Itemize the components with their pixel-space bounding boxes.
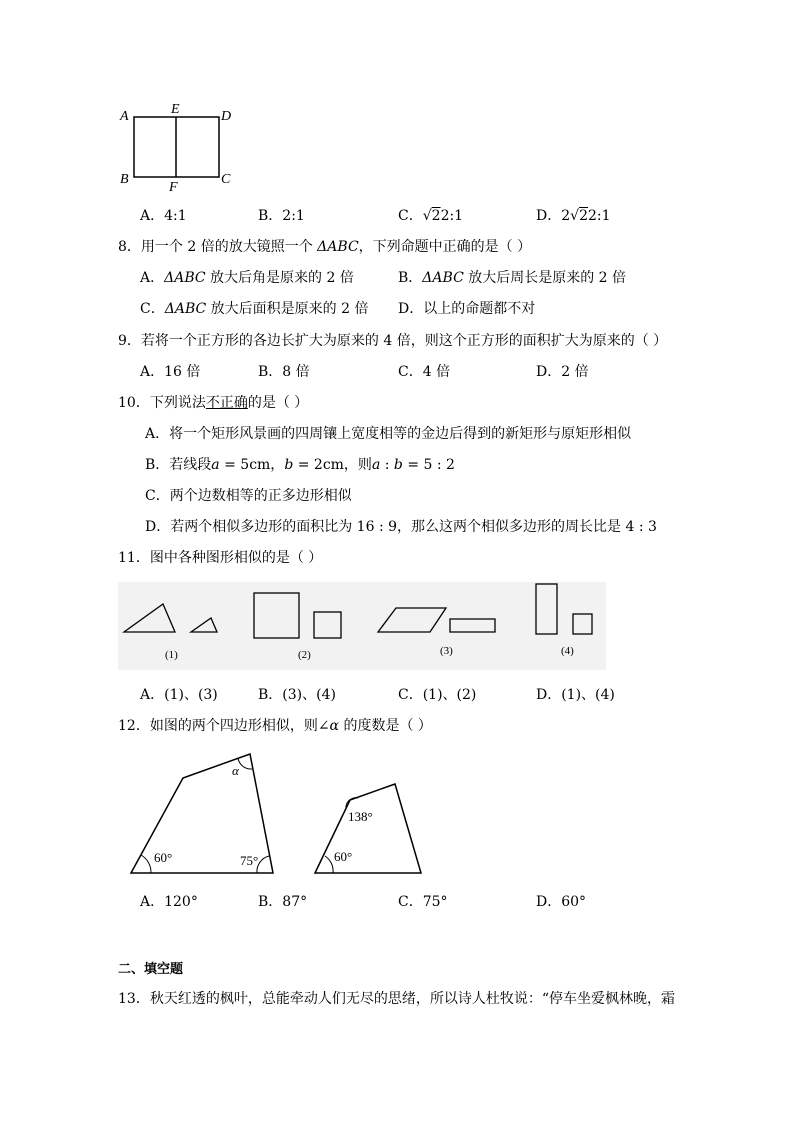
q12-option-a: A．120° bbox=[140, 894, 198, 910]
q7-option-c-prefix: C． bbox=[398, 208, 423, 224]
shape-3-parallelogram bbox=[378, 608, 446, 632]
q11-stem: 11．图中各种图形相似的是（ ） bbox=[118, 550, 323, 566]
q9-option-d: D．2 倍 bbox=[536, 364, 589, 380]
shape-1-large-triangle bbox=[124, 604, 175, 632]
label-C: C bbox=[221, 172, 231, 187]
q8-option-b: B．ΔABC 放大后周长是原来的 2 倍 bbox=[398, 270, 627, 286]
q8-option-d: D．以上的命题都不对 bbox=[398, 301, 536, 317]
shape-label-1: (1) bbox=[165, 649, 178, 661]
q10-option-a: A．将一个矩形风景画的四周镶上宽度相等的金边后得到的新矩形与原矩形相似 bbox=[145, 426, 632, 442]
label-75: 75° bbox=[240, 853, 259, 868]
q9-option-a: A．16 倍 bbox=[140, 364, 201, 380]
q8-option-a: A．ΔABC 放大后角是原来的 2 倍 bbox=[140, 270, 354, 286]
shape-label-4: (4) bbox=[561, 645, 574, 657]
q10-option-b: B．若线段a = 5cm，b = 2cm，则a : b = 5 : 2 bbox=[145, 457, 455, 473]
sqrt-icon: √ bbox=[570, 208, 580, 224]
label-E: E bbox=[171, 102, 180, 117]
label-60-left: 60° bbox=[154, 850, 173, 865]
q12-option-b: B．87° bbox=[258, 894, 308, 910]
q7-option-c-radicand: 2 bbox=[431, 208, 441, 224]
q11-option-a: A．(1)、(3) bbox=[140, 687, 218, 703]
q9-option-c: C．4 倍 bbox=[398, 364, 451, 380]
shape-2-small-square bbox=[314, 612, 341, 638]
label-F: F bbox=[169, 180, 178, 194]
q7-option-d-radicand: 2 bbox=[579, 208, 588, 224]
q7-option-d-prefix: D．2 bbox=[536, 208, 571, 224]
q10-option-c: C．两个边数相等的正多边形相似 bbox=[145, 488, 352, 504]
quadrilateral-small bbox=[315, 784, 421, 873]
label-B: B bbox=[120, 172, 129, 187]
label-alpha: α bbox=[232, 763, 239, 778]
shape-4-small-square bbox=[573, 614, 592, 634]
shape-1-small-triangle bbox=[191, 618, 217, 632]
rectangle-figure bbox=[112, 98, 242, 194]
q7-option-d-suffix: 2:1 bbox=[587, 208, 611, 224]
section-title: 二、填空题 bbox=[118, 962, 184, 977]
q7-option-d bbox=[536, 207, 611, 225]
q12-option-d: D．60° bbox=[536, 894, 587, 910]
q8-stem: 8．用一个 2 倍的放大镜照一个 ΔABC，下列命题中正确的是（ ） bbox=[118, 239, 532, 255]
sqrt-icon: √ bbox=[422, 208, 432, 224]
shape-label-3: (3) bbox=[440, 645, 453, 657]
shape-label-2: (2) bbox=[298, 649, 311, 661]
q9-stem: 9．若将一个正方形的各边长扩大为原来的 4 倍，则这个正方形的面积扩大为原来的（ ） bbox=[118, 333, 668, 349]
q11-option-b: B．(3)、(4) bbox=[258, 687, 336, 703]
q7-option-b: B．2:1 bbox=[258, 208, 305, 224]
q9-option-b: B．8 倍 bbox=[258, 364, 310, 380]
label-D: D bbox=[221, 109, 232, 124]
q13-stem: 13．秋天红透的枫叶，总能牵动人们无尽的思绪，所以诗人杜牧说：“停车坐爱枫林晚，霜 bbox=[118, 991, 675, 1007]
q11-option-d: D．(1)、(4) bbox=[536, 687, 615, 703]
q12-option-c: C．75° bbox=[398, 894, 448, 910]
q11-option-c: C．(1)、(2) bbox=[398, 687, 477, 703]
label-138: 138° bbox=[348, 809, 373, 824]
q10-option-d: D．若两个相似多边形的面积比为 16 : 9，那么这两个相似多边形的周长比是 4 : 3 bbox=[145, 519, 657, 535]
q7-option-a: A．4:1 bbox=[140, 208, 187, 224]
label-A: A bbox=[120, 109, 129, 124]
q7-option-c-suffix: 2:1 bbox=[440, 208, 464, 224]
shape-2-large-square bbox=[254, 593, 299, 638]
q8-option-c: C．ΔABC 放大后面积是原来的 2 倍 bbox=[140, 301, 369, 317]
shape-4-tall-rectangle bbox=[536, 584, 557, 634]
label-60-right: 60° bbox=[334, 849, 353, 864]
q7-option-c bbox=[398, 207, 463, 225]
q12-stem: 12．如图的两个四边形相似，则∠α 的度数是（ ） bbox=[118, 718, 432, 734]
q10-stem: 10．下列说法不正确的是（ ） bbox=[118, 395, 309, 411]
similar-shapes-figure bbox=[118, 582, 606, 670]
shape-3-rectangle bbox=[450, 619, 495, 632]
quadrilateral-figure bbox=[118, 748, 438, 880]
